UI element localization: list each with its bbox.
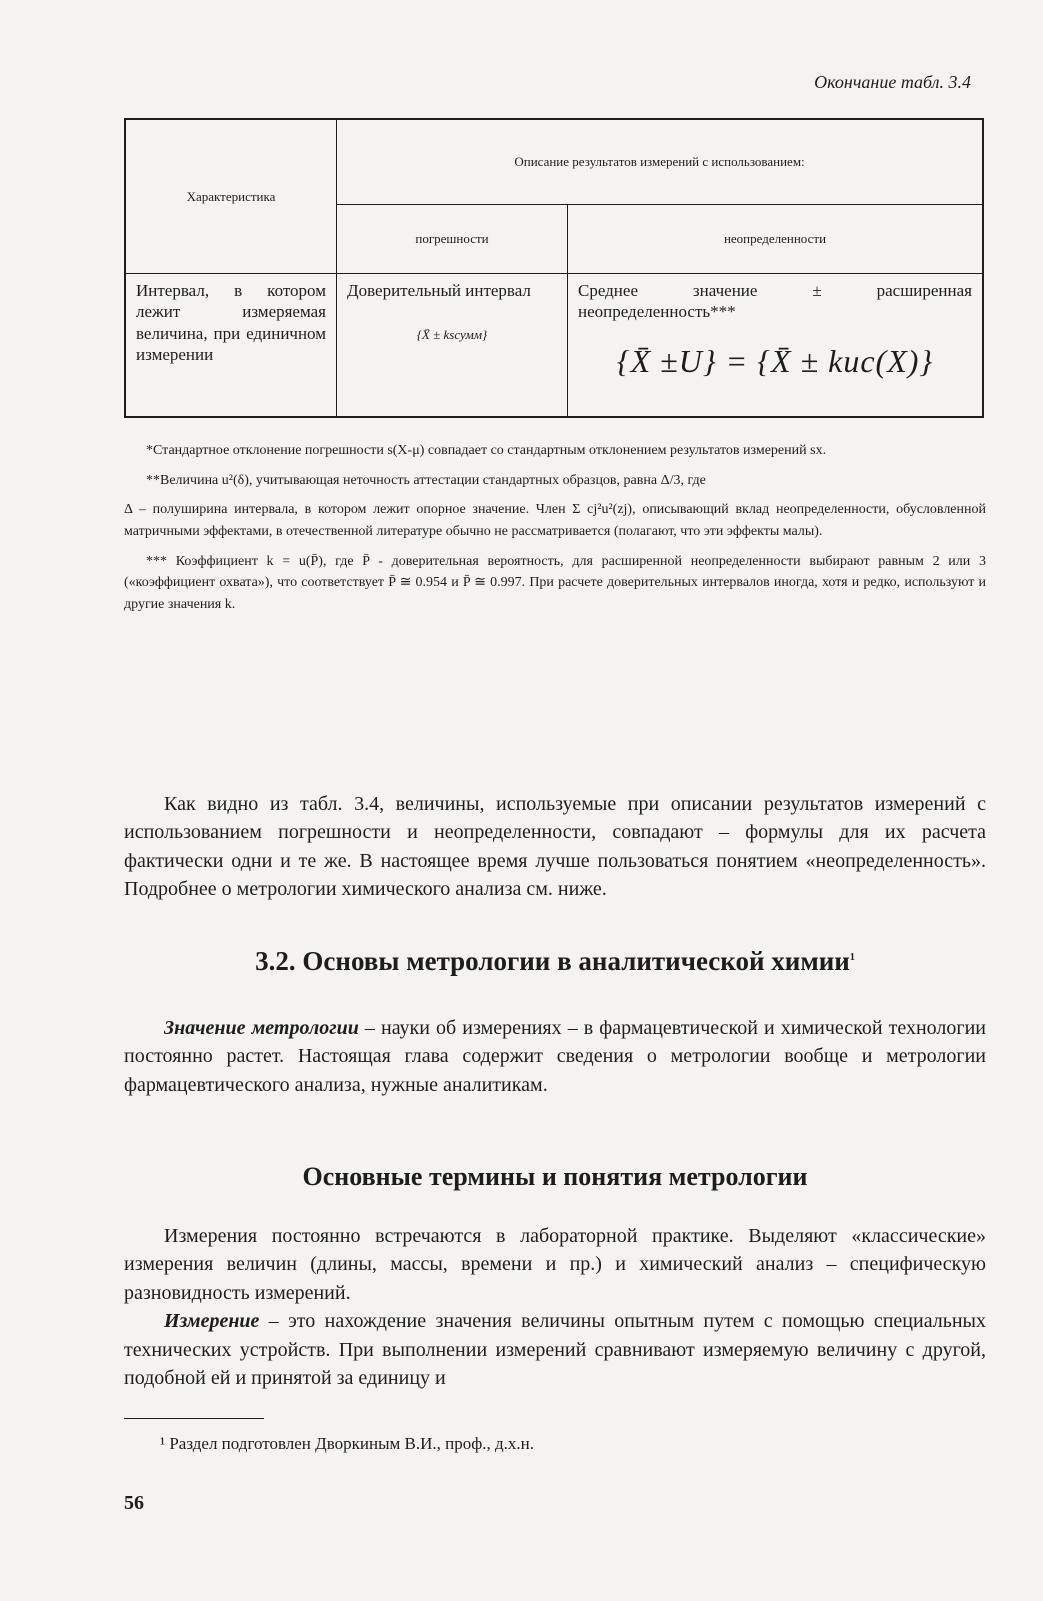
note-2a: **Величина u²(δ), учитывающая неточность аттестации стандартных образцов, равна Δ/3, где: [146, 472, 706, 488]
note-2b: Δ – полуширина интервала, в котором лежит опорное значение. Член Σ cj²u²(zj), описывающий вклад неопределенности, обусловленной матричными эффектами, в отечественной литературе обычно не рассматривается (полагают, что эти эффекты малы).: [124, 502, 986, 540]
row-error: [337, 274, 568, 418]
paragraph-4: [124, 1307, 986, 1392]
paragraph-1-block: [124, 790, 986, 904]
section-footnote-mark: 1: [849, 952, 855, 963]
paragraph-3-block: [124, 1222, 986, 1392]
header-uncertainty: неопределенности: [568, 205, 984, 274]
header-characteristic: Характеристика: [125, 119, 337, 274]
row-characteristic-text: Интервал, в котором лежит измеряемая величина, при единичном измерении: [136, 281, 326, 364]
paragraph-1: Как видно из табл. 3.4, величины, используемые при описании результатов измерений с использованием погрешности и неопределенности, совпадают – формулы для их расчета фактически одни и те же. В настоящее время лучше пользоваться понятием «неопределенность». Подробнее о метрологии химического анализа см. ниже.: [124, 793, 986, 901]
running-head: Окончание табл. 3.4: [814, 72, 971, 92]
paragraph-3: Измерения постоянно встречаются в лабораторной практике. Выделяют «классические» измерения величин (длины, массы, времени и пр.) и химический анализ – специфическую разновидность измерений.: [124, 1225, 986, 1304]
table-notes: [124, 440, 986, 624]
footnote: ¹ Раздел подготовлен Дворкиным В.И., проф., д.х.н.: [160, 1434, 535, 1453]
paragraph-2-term: Значение метрологии: [164, 1017, 359, 1039]
section-heading: [124, 946, 986, 977]
row-uncertainty-text: Среднее значение ± расширенная неопределенность***: [578, 281, 972, 322]
row-error-text: Доверительный интервал: [347, 281, 531, 300]
header-error: погрешности: [337, 205, 568, 274]
paragraph-2-block: [124, 1014, 986, 1099]
row-uncertainty: [568, 274, 984, 418]
header-description: Описание результатов измерений с использованием:: [337, 119, 984, 205]
paragraph-2-rest: – науки об измерениях – в фармацевтической и химической технологии постоянно растет. Настоящая глава содержит сведения о метрологии вообще и метрологии фармацевтического анализа, нужные аналитикам.: [124, 1017, 986, 1096]
page-number: 56: [124, 1492, 144, 1514]
row-uncertainty-formula: {X̄ ±U} = {X̄ ± kuc(X)}: [616, 342, 934, 379]
footnote-rule: [124, 1418, 264, 1419]
row-characteristic: [125, 274, 337, 418]
note-3: *** Коэффициент k = u(P̄), где P̄ - доверительная вероятность, для расширенной неопределенности выбирают равным 2 или 3 («коэффициент охвата»), что соответствует P̄ ≅ 0.954 и P̄ ≅ 0.997. При расчете доверительных интервалов иногда, хотя и редко, используют и другие значения k.: [124, 553, 986, 613]
section-heading-text: 3.2. Основы метрологии в аналитической химии: [255, 946, 850, 976]
row-error-formula: {X̄ ± ksсумм}: [416, 327, 488, 343]
paragraph-2: [124, 1014, 986, 1099]
comparison-table: [124, 118, 984, 418]
subheading: Основные термины и понятия метрологии: [302, 1162, 808, 1191]
note-1: *Стандартное отклонение погрешности s(X-μ) совпадает со стандартным отклонением результатов измерений sx.: [146, 443, 827, 458]
paragraph-4-term: Измерение: [164, 1310, 260, 1333]
paragraph-4-rest: – это нахождение значения величины опытным путем с помощью специальных технических устройств. При выполнении измерений сравнивают измеряемую величину с другой, подобной ей и принятой за единицу и: [124, 1310, 986, 1389]
